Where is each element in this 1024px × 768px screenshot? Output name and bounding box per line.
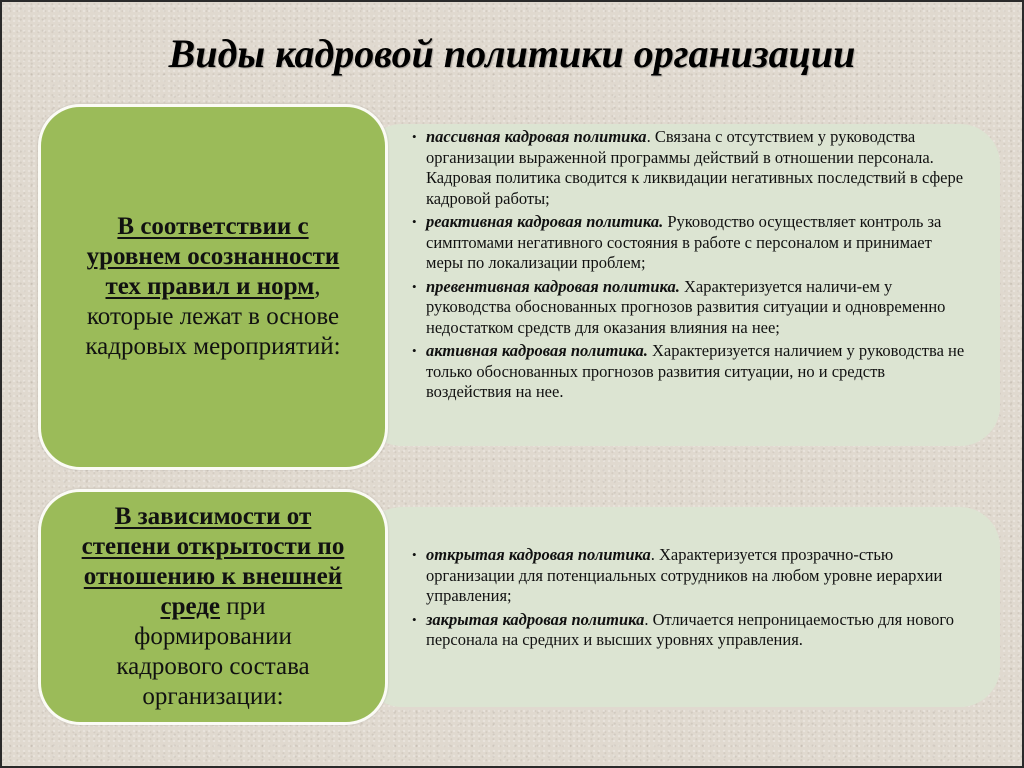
- criterion-suffix: ,: [314, 273, 321, 300]
- bullet-icon: •: [412, 343, 417, 358]
- policy-description: Характеризуется прозрачно-стью организации для потенциальных сотрудников на любом уровне иерархии управления;: [426, 545, 943, 605]
- policy-term: открытая кадровая политика: [426, 545, 651, 564]
- bullet-icon: •: [412, 278, 417, 294]
- criterion-text: [85, 212, 340, 362]
- policy-term: превентивная кадровая политика.: [426, 276, 680, 296]
- criterion-plain-line: кадрового состава: [116, 653, 310, 680]
- policy-description: Характеризуется наличи-ем у руководства обоснованных прогнозов развития ситуации и одновременно недостатком средств для оказания влияния на нее;: [426, 276, 946, 337]
- policy-description: Характеризуется наличием у руководства не только обоснованных прогнозов развития ситуации, но и средств воздействия на нее.: [426, 341, 965, 401]
- policy-description: Руководство осуществляет контроль за симптомами негативного состояния в работе с персоналом и принимает меры по локализации проблем;: [426, 212, 942, 272]
- bullet-icon: •: [412, 129, 417, 144]
- policy-term: активная кадровая политика.: [426, 341, 648, 360]
- policy-description: Отличается непроницаемостью для нового персонала на средних и высших уровнях управления.: [426, 609, 954, 649]
- list-item-closed-policy: [412, 610, 982, 651]
- policy-term-separator: .: [644, 609, 649, 629]
- bullet-icon: •: [412, 611, 417, 627]
- criterion-underlined-line: отношению к внешней: [83, 563, 343, 590]
- criterion-plain-line: которые лежат в основе: [86, 303, 340, 330]
- criterion-box-openness: [38, 489, 388, 725]
- criterion-plain-line: формировании: [134, 623, 292, 650]
- slide-title: Виды кадровой политики организации: [168, 31, 856, 76]
- criterion-underlined-line: В зависимости от: [114, 503, 312, 530]
- criterion-underlined-line: среде: [160, 593, 220, 620]
- policy-term: реактивная кадровая политика.: [426, 212, 664, 231]
- criterion-box-awareness: [38, 104, 388, 470]
- list-item-active-policy: [412, 341, 972, 403]
- list-item-preventive-policy: [412, 277, 972, 339]
- policy-term-separator: .: [646, 127, 651, 146]
- list-item-passive-policy: [412, 127, 972, 209]
- criterion-underlined-line: В соответствии с: [117, 213, 309, 240]
- bullet-icon: •: [412, 214, 417, 229]
- policy-list-openness: [412, 545, 982, 654]
- criterion-text: [82, 502, 345, 712]
- list-item-reactive-policy: [412, 212, 972, 274]
- criterion-plain-line: организации:: [142, 683, 284, 710]
- policy-term-separator: .: [650, 545, 655, 564]
- bullet-icon: •: [412, 547, 417, 562]
- criterion-suffix: при: [219, 593, 266, 620]
- policy-term: пассивная кадровая политика: [426, 127, 647, 146]
- policy-term: закрытая кадровая политика: [426, 609, 645, 629]
- criterion-underlined-line: степени открытости по: [81, 533, 345, 560]
- policy-description: Связана с отсутствием у руководства организации выраженной программы действий в отношении персонала. Кадровая политика сводится к ликвидации негативных последствий в сфере кадровой работы;: [426, 127, 964, 208]
- criterion-underlined-line: уровнем осознанности: [86, 243, 340, 270]
- criterion-plain-line: кадровых мероприятий:: [85, 333, 341, 360]
- criterion-underlined-line: тех правил и норм: [105, 273, 315, 300]
- list-item-open-policy: [412, 545, 982, 607]
- policy-list-awareness: [412, 127, 972, 406]
